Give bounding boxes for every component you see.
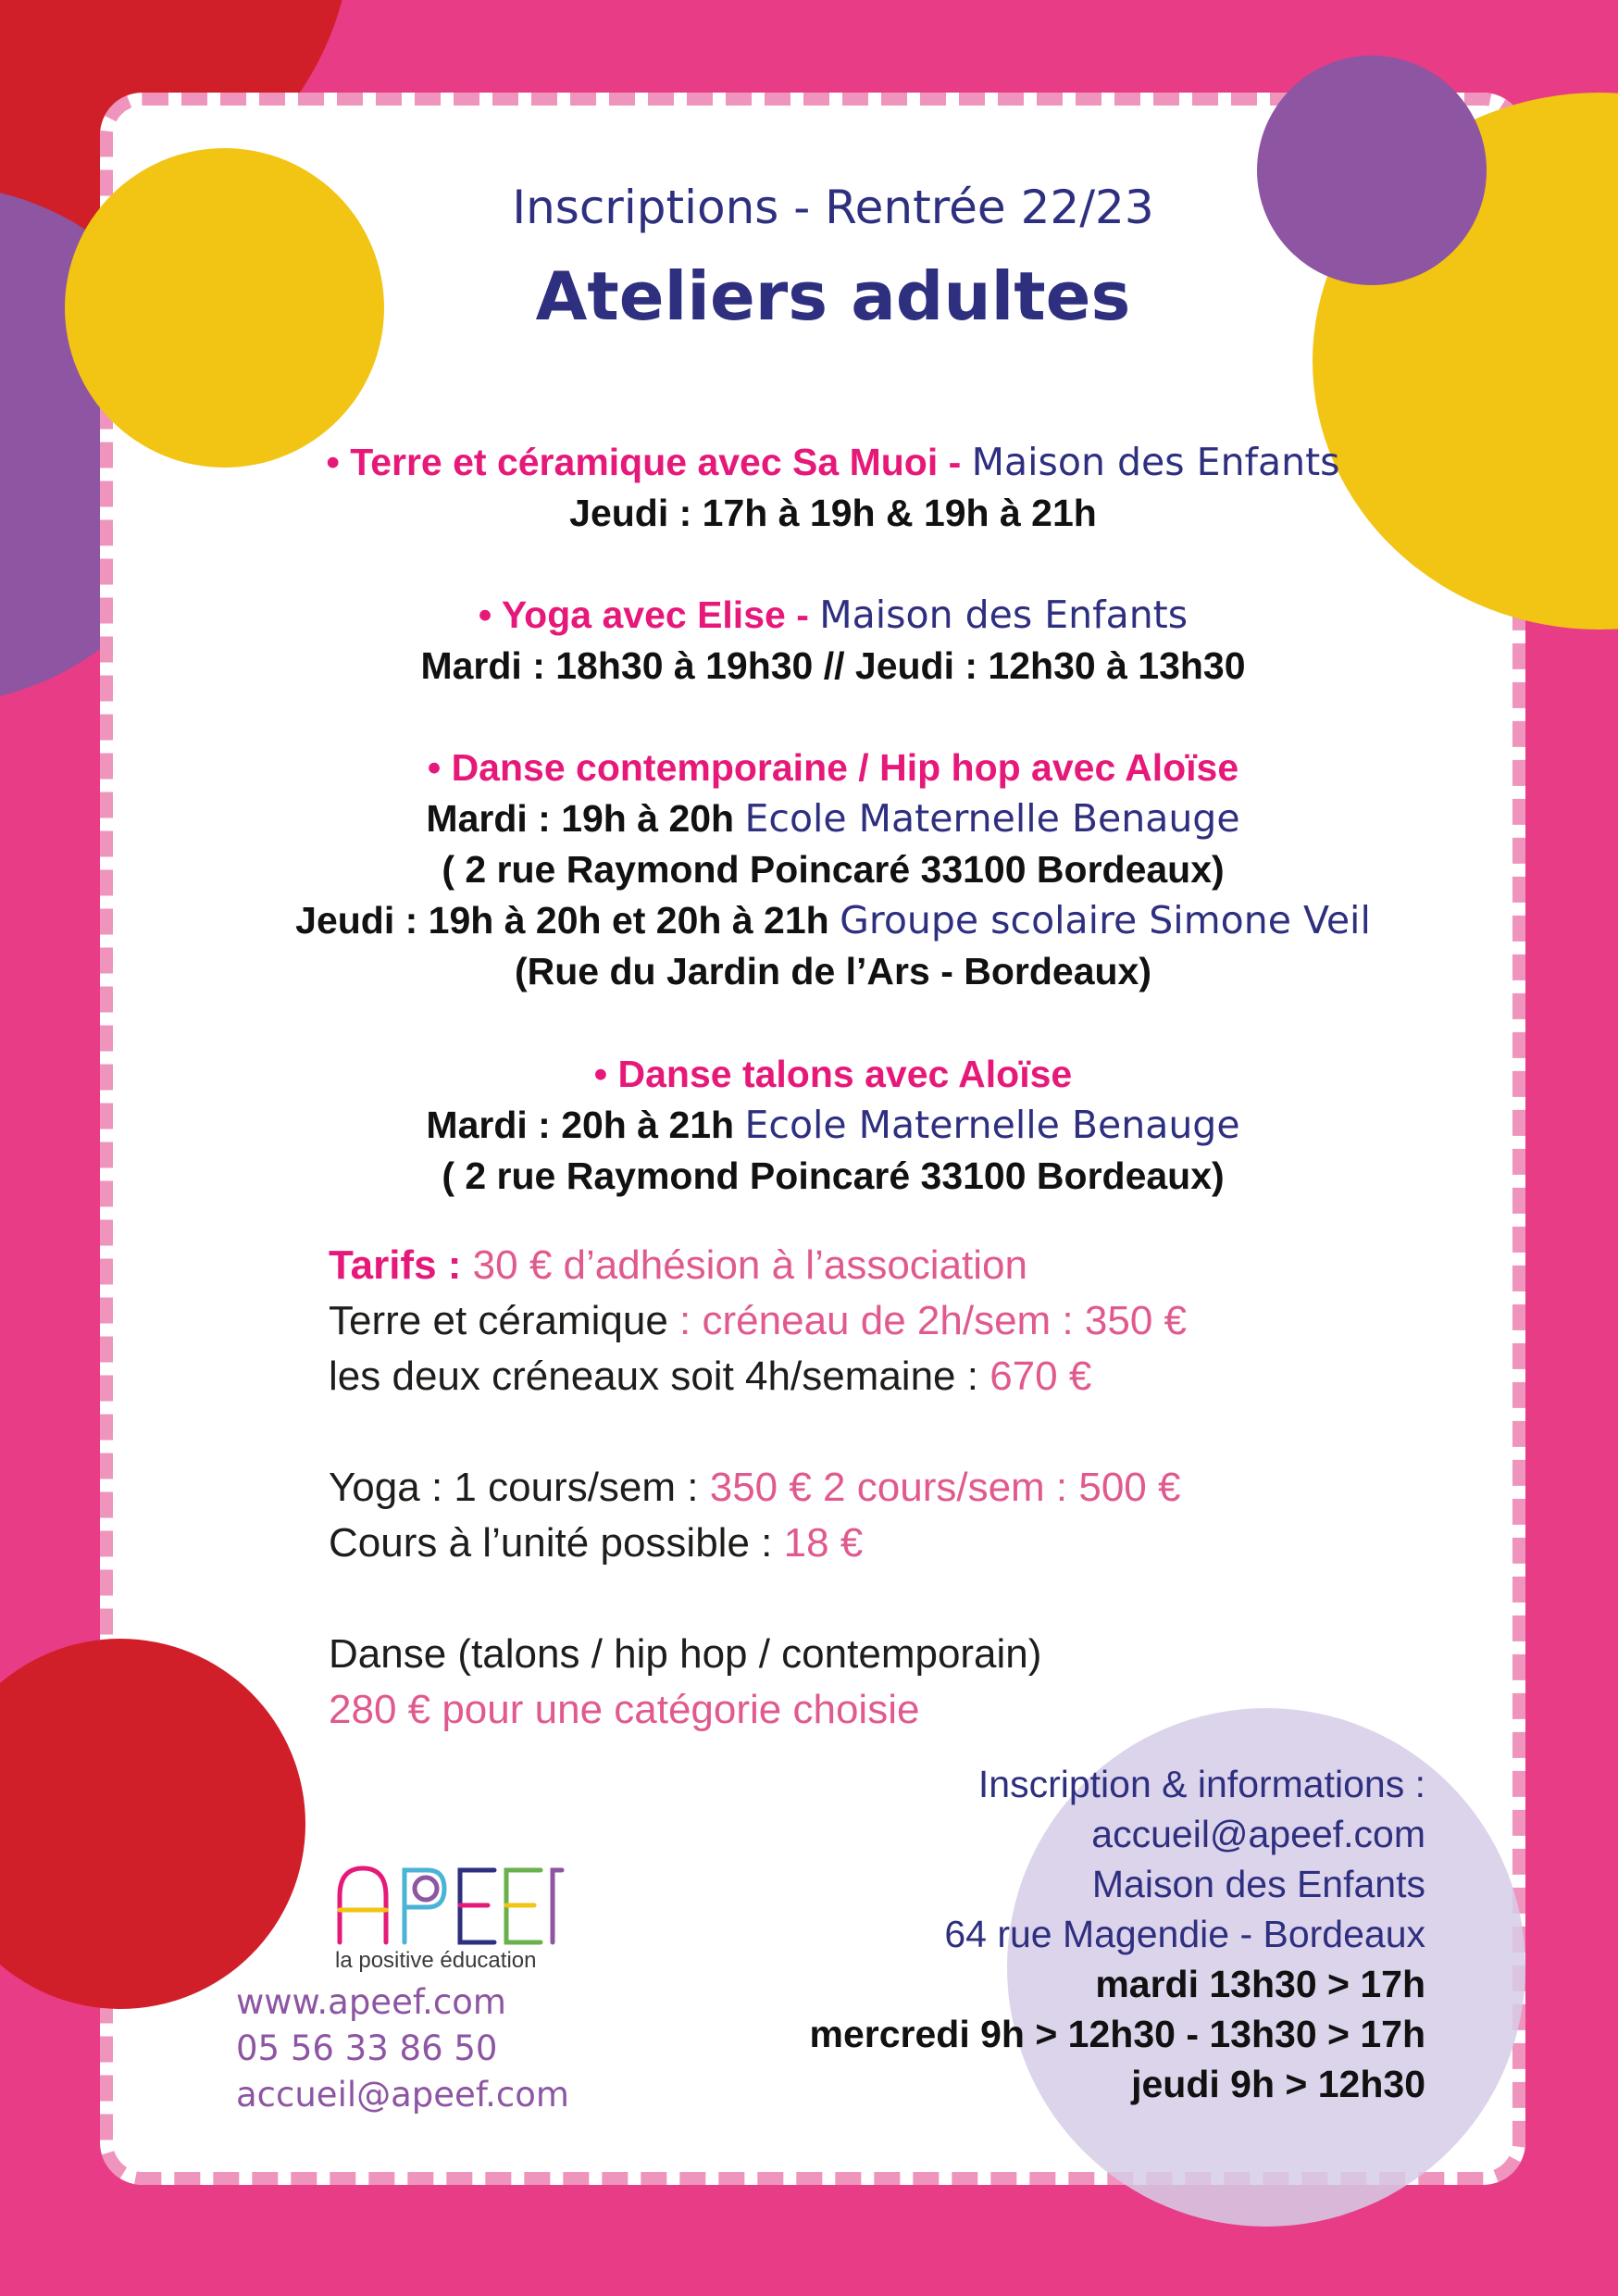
yoga-unit-price: 18 € [783, 1520, 864, 1566]
ceramics-two-label: les deux créneaux soit 4h/semaine [329, 1354, 956, 1399]
workshop-title: • Danse talons avec Aloïse [593, 1053, 1073, 1095]
hours-line: mercredi 9h > 12h30 - 13h30 > 17h [809, 2013, 1425, 2055]
logo-tagline: la positive éducation [335, 1948, 537, 1973]
workshop-place: Ecole Maternelle Benauge [744, 1103, 1240, 1147]
ceramics-price: créneau de 2h/sem : 350 € [702, 1298, 1187, 1343]
yoga-label: Yoga [329, 1465, 420, 1510]
workshop-title: • Danse contemporaine / Hip hop avec Aloïse [427, 746, 1239, 789]
workshop-time: Mardi : 19h à 20h [426, 797, 735, 840]
workshop-place: Ecole Maternelle Benauge [744, 796, 1240, 841]
separator: : [749, 1520, 784, 1566]
separator: : [955, 1354, 990, 1399]
separator: : [667, 1298, 703, 1343]
workshop-time: Mardi : 20h à 21h [426, 1104, 735, 1146]
dance-detail: (talons / hip hop / contemporain) [446, 1631, 1042, 1677]
contact-place: Maison des Enfants [1091, 1863, 1425, 1905]
page-subtitle: Inscriptions - Rentrée 22/23 [512, 181, 1154, 234]
workshop-title: • Terre et céramique avec Sa Muoi - [326, 441, 962, 483]
workshop-title: • Yoga avec Elise - [478, 593, 809, 636]
yoga-detail: : 1 cours/sem : [419, 1465, 710, 1510]
workshop-place: Maison des Enfants [971, 440, 1340, 484]
apeef-logo [335, 1859, 566, 1956]
page-title: Ateliers adultes [535, 257, 1131, 335]
footer-email[interactable]: accueil@apeef.com [236, 2075, 569, 2115]
workshop-address: (Rue du Jardin de l’Ars - Bordeaux) [515, 950, 1151, 992]
footer-contact [236, 1979, 569, 2118]
phone-number[interactable]: 05 56 33 86 50 [236, 2028, 498, 2068]
workshop-place: Groupe scolaire Simone Veil [840, 898, 1371, 942]
pricing-block [329, 1238, 1347, 1738]
hours-line: mardi 13h30 > 17h [1095, 1963, 1425, 2005]
ceramics-label: Terre et céramique [329, 1298, 668, 1343]
yoga-unit-label: Cours à l’unité possible [329, 1520, 750, 1566]
website-link[interactable]: www.apeef.com [236, 1982, 506, 2022]
workshop-yoga [167, 590, 1500, 692]
workshop-address: ( 2 rue Raymond Poincaré 33100 Bordeaux) [442, 848, 1225, 891]
workshop-address: ( 2 rue Raymond Poincaré 33100 Bordeaux) [442, 1154, 1225, 1197]
contact-address: 64 rue Magendie - Bordeaux [944, 1913, 1425, 1955]
yoga-price: 350 € 2 cours/sem : 500 € [709, 1465, 1181, 1510]
contact-email[interactable]: accueil@apeef.com [1091, 1813, 1425, 1855]
workshop-schedule: Jeudi : 17h à 19h & 19h à 21h [569, 492, 1097, 534]
hours-line: jeudi 9h > 12h30 [1131, 2063, 1425, 2105]
contact-block [592, 1759, 1425, 2109]
workshop-schedule: Mardi : 18h30 à 19h30 // Jeudi : 12h30 à 13h30 [420, 644, 1246, 687]
dance-label: Danse [329, 1631, 447, 1677]
workshop-time: Jeudi : 19h à 20h et 20h à 21h [295, 899, 829, 942]
workshop-dance-heels [167, 1049, 1500, 1202]
apeef-logo-mark [335, 1859, 566, 1952]
pricing-label: Tarifs : [329, 1242, 462, 1288]
dance-price: 280 € pour une catégorie choisie [329, 1687, 920, 1732]
ceramics-two-price: 670 € [989, 1354, 1092, 1399]
workshop-place: Maison des Enfants [819, 593, 1189, 637]
workshop-dance-contemporary [167, 742, 1500, 997]
membership-fee: 30 € d’adhésion à l’association [472, 1242, 1027, 1288]
workshop-ceramics [167, 437, 1500, 539]
contact-heading: Inscription & informations : [977, 1763, 1425, 1805]
